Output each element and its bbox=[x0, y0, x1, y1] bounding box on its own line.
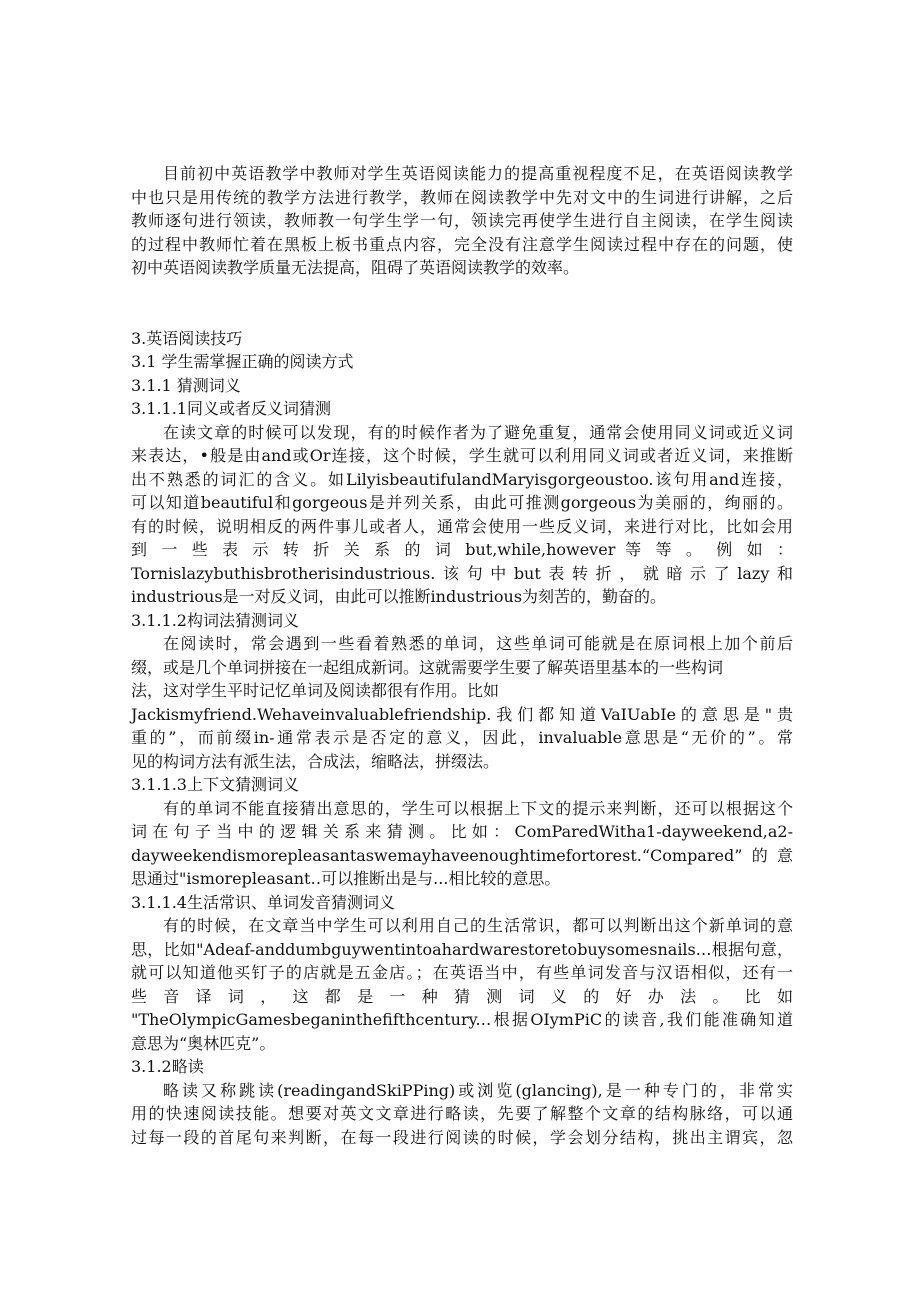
subsection-heading: 3.1.2略读 bbox=[131, 1057, 204, 1076]
text-line: 缀，或是几个单词拼接在一起组成新词。这就需要学生要了解英语里基本的一些构词 bbox=[131, 657, 724, 677]
subsection-heading: 3.1.1.2构词法猜测词义 bbox=[131, 610, 299, 630]
text-line: 思通过"ismorepleasant‥可以推断出是与...相比较的意思。 bbox=[131, 869, 561, 888]
text-line: 略读又称跳读(readingandSkiPPing)或浏览(glancing),是一种专门的，非常实 bbox=[163, 1080, 793, 1100]
text-line: 在读文章的时候可以发现，有的时候作者为了避免重复，通常会使用同义词或近义词 bbox=[163, 422, 793, 442]
subsection-heading: 3.1.1 猜测词义 bbox=[131, 375, 241, 395]
text-line: industrious是一对反义词，由此可以推断industrious为刻苦的，勤奋的。 bbox=[131, 587, 667, 606]
text-line: 有的时候，说明相反的两件事儿或者人，通常会使用一些反义词，来进行对比，比如会用 bbox=[131, 516, 793, 536]
text-line: "TheOlympicGamesbeganinthefifthcentury.‥根据OIymPiC的读音,我们能准确知道 bbox=[131, 1010, 793, 1029]
section-heading: 3.英语阅读技巧 bbox=[131, 328, 243, 348]
text-line: Jackismyfriend.Wehaveinvaluablefriendship.我们都知道VaIUabIe的意思是"贵 bbox=[131, 704, 793, 724]
paragraph-synonym-antonym bbox=[131, 421, 793, 609]
subsection-heading: 3.1.1.1同义或者反义词猜测 bbox=[131, 399, 331, 418]
text-line: 就可以知道他买钉子的店就是五金店。；在英语当中，有些单词发音与汉语相似，还有一 bbox=[131, 963, 793, 982]
paragraph-common-sense bbox=[131, 914, 793, 1055]
text-line: 的过程中教师忙着在黑板上板书重点内容，完全没有注意学生阅读过程中存在的问题，使 bbox=[131, 234, 793, 254]
text-line: 见的构词方法有派生法，合成法，缩略法，拼缀法。 bbox=[131, 751, 500, 771]
text-line: 到 一 些 表 示 转 折 关 系 的 词 but,while,however 等 等 。 例 如 ： bbox=[131, 540, 793, 559]
text-line: 中也只是用传统的教学方法进行教学，教师在阅读教学中先对文中的生词进行讲解，之后 bbox=[131, 187, 793, 207]
text-line: 在阅读时，常会遇到一些看着熟悉的单词，这些单词可能就是在原词根上加个前后 bbox=[163, 634, 793, 653]
text-line: 有的时候，在文章当中学生可以利用自己的生活常识，都可以判断出这个新单词的意 bbox=[163, 916, 793, 935]
text-line: 有的单词不能直接猜出意思的，学生可以根据上下文的提示来判断，还可以根据这个 bbox=[163, 798, 793, 818]
text-line: 出不熟悉的词汇的含义。如LilyisbeautifulandMaryisgorgeoustoo.该句用and连接， bbox=[131, 469, 793, 489]
paragraph-context bbox=[131, 797, 793, 891]
text-line: dayweekendismorepleasantaswemayhaveenoughtimefortorest.“Compared”的意 bbox=[131, 845, 793, 865]
subsection-heading: 3.1.1.3上下文猜测词义 bbox=[131, 775, 299, 794]
text-line: 过每一段的首尾句来判断，在每一段进行阅读的时候，学会划分结构，挑出主谓宾，忽 bbox=[131, 1127, 793, 1147]
text-line: 教师逐句进行领读，教师教一句学生学一句，领读完再使学生进行自主阅读，在学生阅读 bbox=[131, 211, 793, 230]
document-body bbox=[131, 162, 793, 1149]
text-line: 初中英语阅读教学质量无法提高，阻碍了英语阅读教学的效率。 bbox=[131, 258, 580, 277]
text-line: 可以知道beautiful和gorgeous是并列关系，由此可推测gorgeous为美丽的，绚丽的。 bbox=[131, 493, 793, 512]
text-line: 意思为“奥林匹克”。 bbox=[131, 1033, 276, 1053]
subsection-heading: 3.1.1.4生活常识、单词发音猜测词义 bbox=[131, 892, 395, 912]
subsection-heading: 3.1 学生需掌握正确的阅读方式 bbox=[131, 352, 354, 371]
text-line: 用的快速阅读技能。想要对英文文章进行略读，先要了解整个文章的结构脉络，可以通 bbox=[131, 1104, 793, 1123]
text-line: 来表达，•般是由and或Or连接，这个时候，学生就可以利用同义词或者近义词，来推断 bbox=[131, 446, 793, 465]
text-line: Tornislazybuthisbrotherisindustrious.该句中but表转折，就暗示了lazy和 bbox=[131, 563, 793, 583]
intro-paragraph bbox=[131, 162, 793, 280]
text-line: 法，这对学生平时记忆单词及阅读都很有作用。比如 bbox=[131, 681, 500, 700]
text-line: 目前初中英语教学中教师对学生英语阅读能力的提高重视程度不足，在英语阅读教学 bbox=[163, 164, 793, 183]
text-line: 思，比如"Adeaf-anddumbguywentintoahardwarestoretobuysomesnails.‥根据句意， bbox=[131, 939, 793, 959]
text-line: 重的”，而前缀in-通常表示是否定的意义，因此，invaluable意思是“无价的”。常 bbox=[131, 728, 793, 747]
text-line: 些 音 译 词 ， 这 都 是 一 种 猜 测 词 义 的 好 办 法 。 比 如 bbox=[131, 986, 793, 1006]
paragraph-word-formation bbox=[131, 632, 793, 773]
text-line: 词在句子当中的逻辑关系来猜测。比如：ComParedWitha1-dayweekend,a2- bbox=[131, 822, 793, 841]
paragraph-skimming bbox=[131, 1079, 793, 1150]
